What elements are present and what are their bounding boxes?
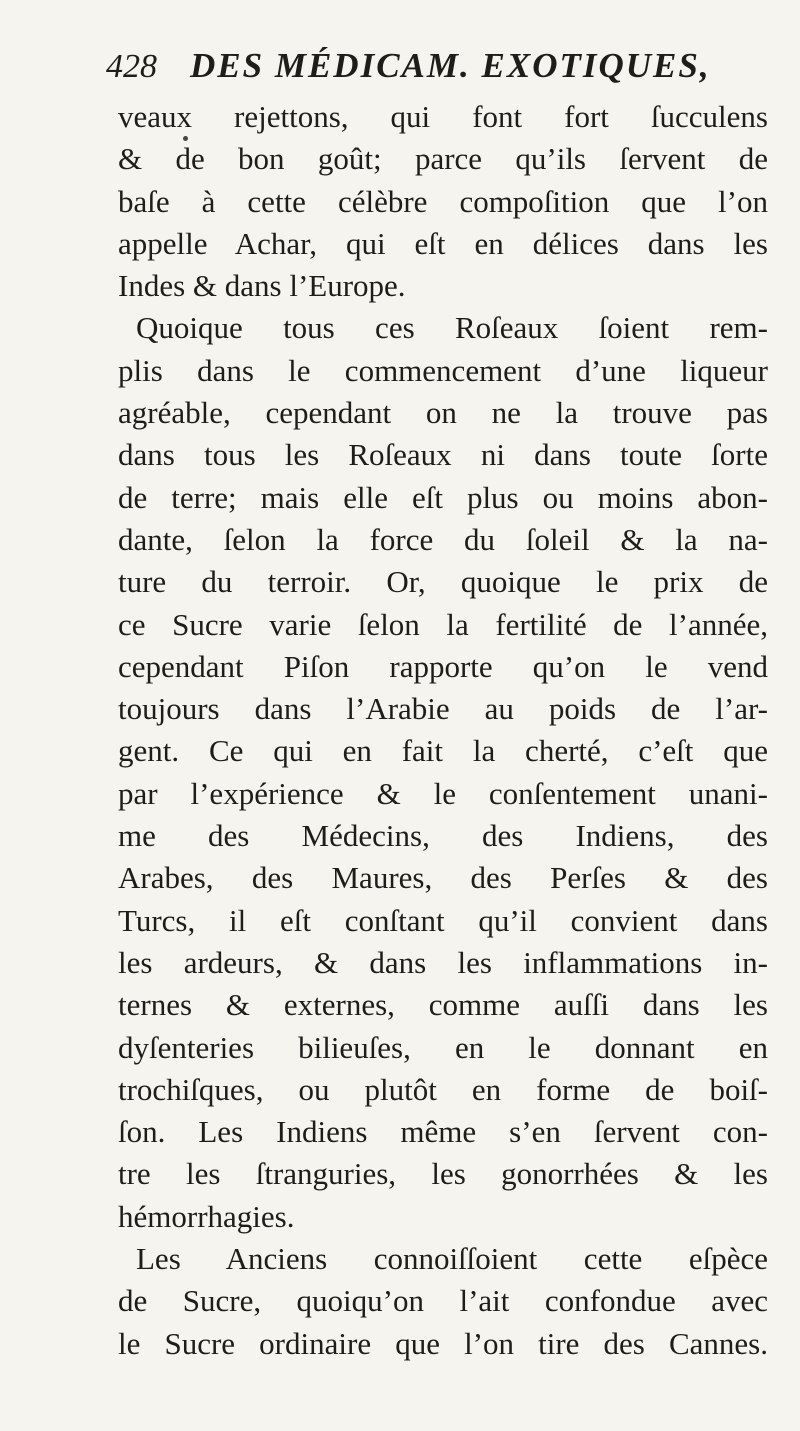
page-number: 428 (106, 48, 157, 85)
text-line: Turcs, il eſt conſtant qu’il convient dans (118, 902, 768, 938)
text-line: dyſenteries bilieuſes, en le donnant en (118, 1029, 768, 1065)
body-text (118, 96, 768, 1365)
text-line: de Sucre, quoiqu’on l’ait confondue avec (118, 1283, 768, 1319)
text-line: agréable, cependant on ne la trouve pas (118, 395, 768, 431)
running-title: DES MÉDICAM. EXOTIQUES, (190, 46, 711, 85)
text-line: appelle Achar, qui eſt en délices dans les (118, 225, 768, 261)
text-line: Les Anciens connoiſſoient cette eſpèce (136, 1241, 768, 1277)
text-line: trochiſques, ou plutôt en forme de boiſ- (118, 1071, 768, 1107)
text-line: Quoique tous ces Roſeaux ſoient rem- (136, 310, 768, 346)
text-line: baſe à cette célèbre compoſition que l’on (118, 183, 768, 219)
text-line: dans tous les Roſeaux ni dans toute ſorte (118, 437, 768, 473)
text-line: ture du terroir. Or, quoique le prix de (118, 564, 768, 600)
text-line: dante, ſelon la force du ſoleil & la na- (118, 521, 768, 557)
text-line: me des Médecins, des Indiens, des (118, 818, 768, 854)
text-line: ce Sucre varie ſelon la fertilité de l’année, (118, 606, 768, 642)
text-line: veaux rejettons, qui font fort ſucculens (118, 99, 768, 134)
page-header (88, 46, 728, 96)
text-line: Arabes, des Maures, des Perſes & des (118, 860, 768, 896)
text-line: toujours dans l’Arabie au poids de l’ar- (118, 691, 768, 727)
text-line: le Sucre ordinaire que l’on tire des Cannes. (118, 1325, 768, 1361)
text-line: ſon. Les Indiens même s’en ſervent con- (118, 1114, 768, 1150)
text-line: cependant Piſon rapporte qu’on le vend (118, 648, 768, 684)
text-line: de terre; mais elle eſt plus ou moins abon- (118, 479, 768, 515)
text-line: par l’expérience & le conſentement unani- (118, 775, 768, 811)
text-line: & de bon goût; parce qu’ils ſervent de (118, 141, 768, 177)
text-line: tre les ſtranguries, les gonorrhées & les (118, 1156, 768, 1192)
text-line: Indes & dans l’Europe. (118, 268, 406, 304)
text-line: les ardeurs, & dans les inflammations in- (118, 944, 768, 980)
text-line: plis dans le commencement d’une liqueur (118, 352, 768, 388)
text-line: ternes & externes, comme auſſi dans les (118, 987, 768, 1023)
text-line: gent. Ce qui en fait la cherté, c’eſt que (118, 733, 768, 769)
text-line: hémorrhagies. (118, 1198, 295, 1234)
